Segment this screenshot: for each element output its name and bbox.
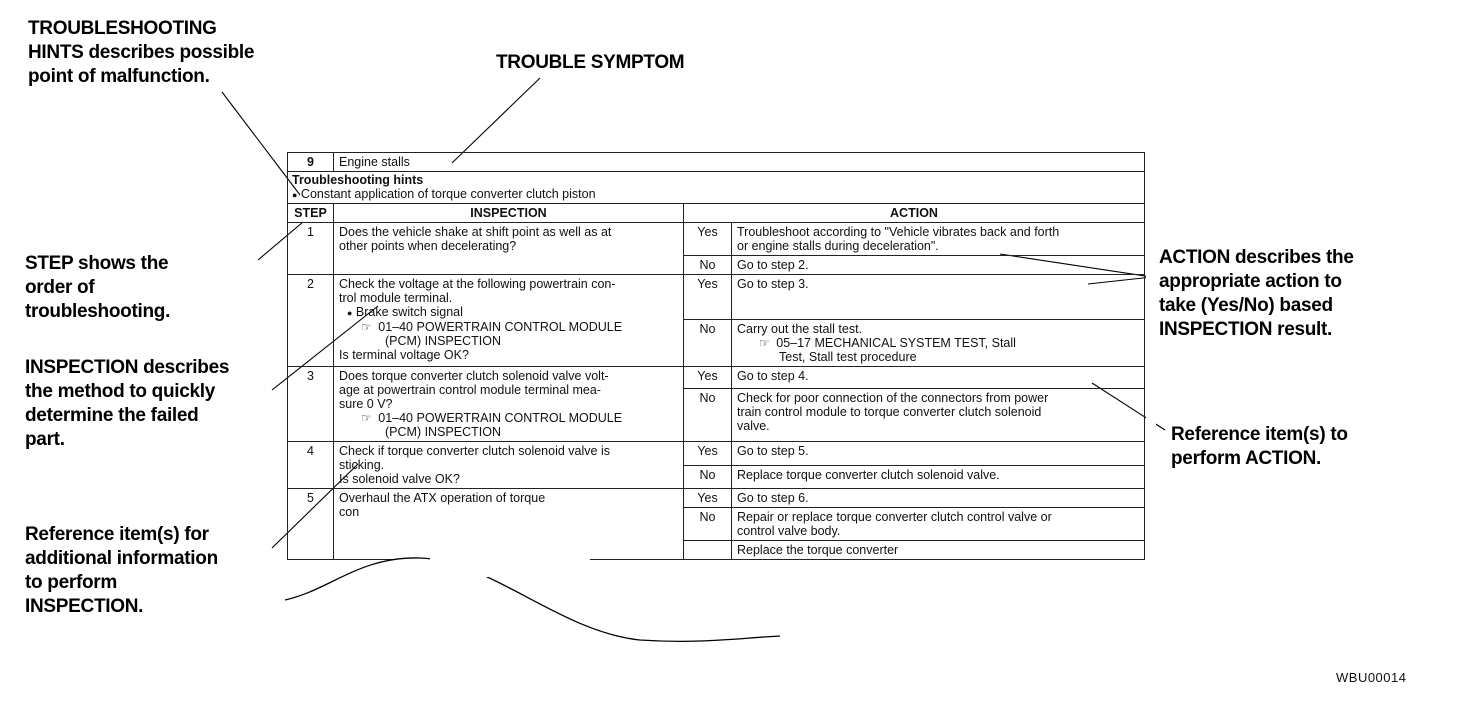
no-action: Go to step 2. (732, 256, 1145, 275)
reference-hand-icon: ☞ (759, 336, 770, 350)
no-action: Check for poor connection of the connectors from power train control module to torque converter clutch solenoid valve. (732, 388, 1145, 441)
callout-step: STEP shows the order of troubleshooting. (25, 253, 171, 322)
no-label: No (684, 508, 732, 541)
step-1-yes-row (288, 223, 1145, 256)
yes-action: Go to step 6. (732, 489, 1145, 508)
reference-hand-icon: ☞ (361, 411, 372, 425)
callout-inspection: INSPECTION describes the method to quickly determine the failed part. (25, 357, 230, 450)
yes-action: Go to step 5. (732, 442, 1145, 466)
bullet-icon: ● (347, 308, 353, 318)
reference-hand-icon: ☞ (361, 320, 372, 334)
step-5-yes-row (288, 489, 1145, 508)
no-label: No (684, 388, 732, 441)
yes-label: Yes (684, 275, 732, 320)
no-label: No (684, 256, 732, 275)
step-number: 5 (288, 489, 334, 560)
no-label: No (684, 465, 732, 489)
header-action: ACTION (684, 204, 1145, 223)
no-action: Repair or replace torque converter clutch control valve or control valve body. (732, 508, 1145, 541)
figure-code: WBU00014 (1336, 670, 1407, 685)
no-action: Carry out the stall test. ☞ 05–17 MECHANICAL SYSTEM TEST, Stall Test, Stall test procedure (732, 320, 1145, 367)
bullet-icon: ● (292, 190, 298, 200)
tail-action: Replace the torque converter (732, 541, 1145, 560)
step-3-yes-row (288, 367, 1145, 389)
no-action: Replace torque converter clutch solenoid valve. (732, 465, 1145, 489)
header-inspection: INSPECTION (334, 204, 684, 223)
callout-reference-inspection: Reference item(s) for additional information to perform INSPECTION. (25, 524, 218, 617)
troubleshooting-table (287, 152, 1145, 560)
step-inspection: Does torque converter clutch solenoid valve volt- age at powertrain control module terminal mea- sure 0 V? ☞ 01–40 POWERTRAIN CONTROL MODULE (PCM) INSPECTION (334, 367, 684, 442)
header-step: STEP (288, 204, 334, 223)
symptom-number: 9 (288, 153, 334, 172)
step-inspection: Overhaul the ATX operation of torque con (334, 489, 684, 560)
step-number: 2 (288, 275, 334, 367)
troubleshooting-sheet (287, 152, 1145, 560)
step-number: 3 (288, 367, 334, 442)
callout-action: ACTION describes the appropriate action to take (Yes/No) based INSPECTION result. (1159, 247, 1354, 340)
callout-troubleshooting-hints: TROUBLESHOOTING HINTS describes possible point of malfunction. (28, 18, 255, 87)
inspection-reference: ☞ 01–40 POWERTRAIN CONTROL MODULE (361, 320, 623, 334)
yes-label: Yes (684, 489, 732, 508)
step-2-yes-row (288, 275, 1145, 320)
step-number: 4 (288, 442, 334, 489)
callout-trouble-symptom: TROUBLE SYMPTOM (496, 52, 685, 73)
step-inspection: Check the voltage at the following powertrain con- trol module terminal. ● Brake switch signal ☞ 01–40 POWERTRAIN CONTROL MODULE (PCM) INSPECTION Is terminal voltage OK? (334, 275, 684, 367)
yes-label: Yes (684, 223, 732, 256)
step-number: 1 (288, 223, 334, 275)
hints-row (288, 172, 1145, 204)
hints-item: ● Constant application of torque converter clutch piston (292, 187, 596, 201)
action-reference: ☞ 05–17 MECHANICAL SYSTEM TEST, Stall (759, 336, 1016, 350)
yes-action: Go to step 3. (732, 275, 1145, 320)
leader-symptom (452, 78, 540, 163)
step-4-yes-row (288, 442, 1145, 466)
no-label: No (684, 320, 732, 367)
hints-title: Troubleshooting hints (292, 173, 424, 187)
callout-reference-action: Reference item(s) to perform ACTION. (1171, 424, 1348, 469)
yes-label: Yes (684, 442, 732, 466)
step-inspection: Check if torque converter clutch solenoid valve is sticking. Is solenoid valve OK? (334, 442, 684, 489)
yes-action: Troubleshoot according to "Vehicle vibrates back and forth or engine stalls during deceleration". (732, 223, 1145, 256)
table-header (288, 204, 1145, 223)
step-inspection: Does the vehicle shake at shift point as well as at other points when decelerating? (334, 223, 684, 275)
symptom-text: Engine stalls (334, 153, 1145, 172)
symptom-row (288, 153, 1145, 172)
yes-action: Go to step 4. (732, 367, 1145, 389)
yes-label: Yes (684, 367, 732, 389)
inspection-reference: ☞ 01–40 POWERTRAIN CONTROL MODULE (361, 411, 623, 425)
